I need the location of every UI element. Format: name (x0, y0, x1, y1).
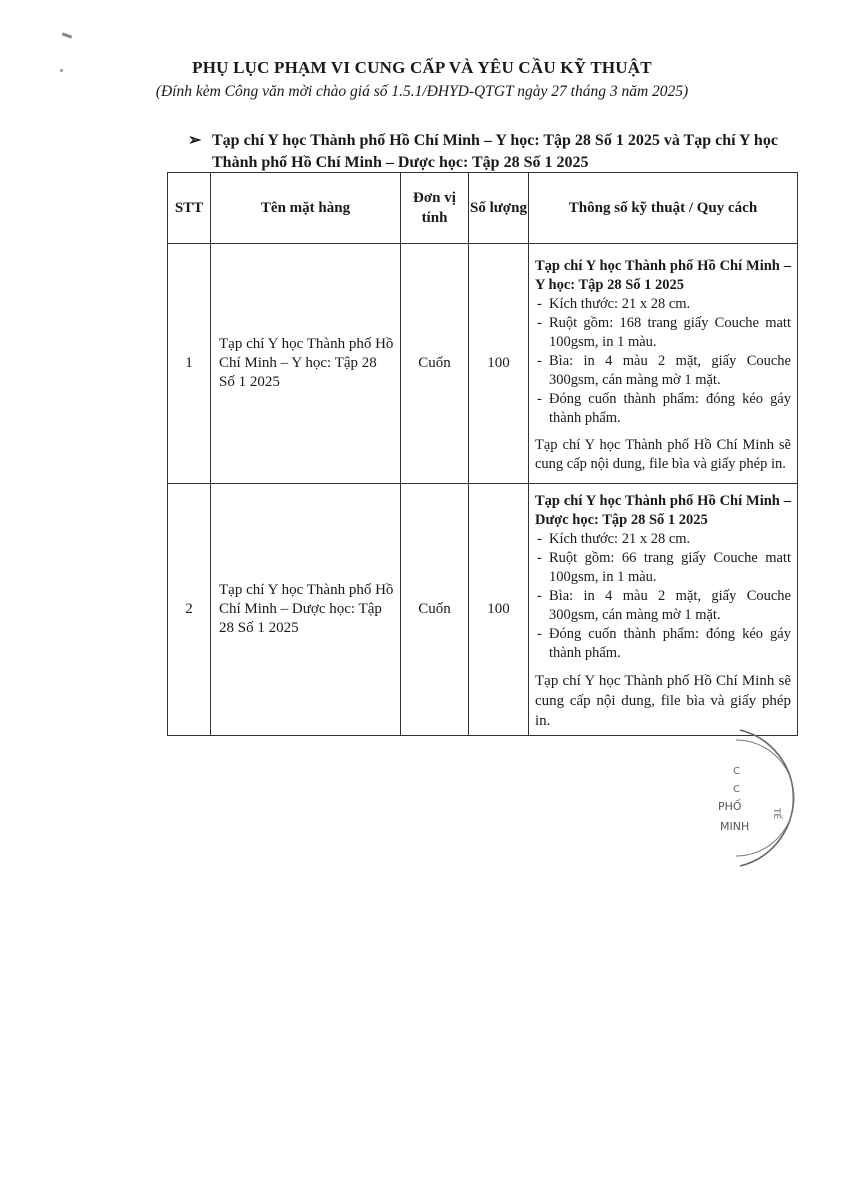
section-heading-text: Tạp chí Y học Thành phố Hồ Chí Minh – Y học: Tập 28 Số 1 2025 và Tạp chí Y học Thành phố Hồ Chí Minh – Dược học: Tập 28 Số 1 2025 (212, 132, 778, 171)
scan-mark (62, 32, 72, 38)
row-item-name: Tạp chí Y học Thành phố Hồ Chí Minh – Y học: Tập 28 Số 1 2025 (211, 244, 401, 484)
stamp-text-2: C (733, 784, 740, 795)
header-spec: Thông số kỹ thuật / Quy cách (529, 173, 798, 244)
spec-title: Tạp chí Y học Thành phố Hồ Chí Minh – Y học: Tập 28 Số 1 2025 (535, 258, 791, 293)
spec-item: - Ruột gồm: 168 trang giấy Couche matt 100gsm, in 1 màu. (535, 314, 791, 352)
table-header-row (168, 173, 798, 244)
row-spec (529, 484, 798, 736)
spec-item: - Đóng cuốn thành phẩm: đóng kéo gáy thành phẩm. (535, 390, 791, 428)
spec-list (535, 295, 791, 428)
section-heading (188, 130, 778, 174)
spec-item: - Kích thước: 21 x 28 cm. (535, 530, 791, 549)
row-qty: 100 (469, 484, 529, 736)
header-name: Tên mặt hàng (211, 173, 401, 244)
stamp-seal-icon (700, 728, 795, 868)
document-title: PHỤ LỤC PHẠM VI CUNG CẤP VÀ YÊU CẦU KỸ THUẬT (192, 58, 652, 77)
table-row (168, 484, 798, 736)
table-row (168, 244, 798, 484)
stamp-text-1: C (733, 766, 740, 777)
row-spec (529, 244, 798, 484)
stamp-text-4: MINH (720, 820, 750, 833)
row-qty: 100 (469, 244, 529, 484)
header-unit: Đơn vị tính (401, 173, 469, 244)
document-subtitle: (Đính kèm Công văn mời chào giá số 1.5.1/ĐHYD-QTGT ngày 27 tháng 3 năm 2025) (155, 83, 689, 100)
official-stamp (700, 728, 795, 868)
spec-item: - Bìa: in 4 màu 2 mặt, giấy Couche 300gsm, cán màng mờ 1 mặt. (535, 587, 791, 625)
row-unit: Cuốn (401, 244, 469, 484)
header-stt: STT (168, 173, 211, 244)
stamp-text-3: PHỐ (718, 800, 742, 813)
spec-list (535, 530, 791, 663)
row-unit: Cuốn (401, 484, 469, 736)
spec-item: - Ruột gồm: 66 trang giấy Couche matt 100gsm, in 1 màu. (535, 549, 791, 587)
row-stt: 2 (168, 484, 211, 736)
spec-note: Tạp chí Y học Thành phố Hồ Chí Minh sẽ cung cấp nội dung, file bìa và giấy phép in. (535, 437, 791, 472)
spec-item: - Bìa: in 4 màu 2 mặt, giấy Couche 300gsm, cán màng mờ 1 mặt. (535, 352, 791, 390)
spec-item: - Đóng cuốn thành phẩm: đóng kéo gáy thành phẩm. (535, 625, 791, 663)
spec-item: - Kích thước: 21 x 28 cm. (535, 295, 791, 314)
spec-title: Tạp chí Y học Thành phố Hồ Chí Minh – Dược học: Tập 28 Số 1 2025 (535, 493, 791, 528)
arrow-bullet-icon: ➢ (188, 132, 202, 149)
stamp-text-5: TẾ (771, 808, 781, 820)
row-item-name: Tạp chí Y học Thành phố Hồ Chí Minh – Dược học: Tập 28 Số 1 2025 (211, 484, 401, 736)
items-table (167, 172, 798, 736)
spec-note: Tạp chí Y học Thành phố Hồ Chí Minh sẽ cung cấp nội dung, file bìa và giấy phép in. (535, 673, 791, 729)
row-stt: 1 (168, 244, 211, 484)
header-qty: Số lượng (469, 173, 529, 244)
